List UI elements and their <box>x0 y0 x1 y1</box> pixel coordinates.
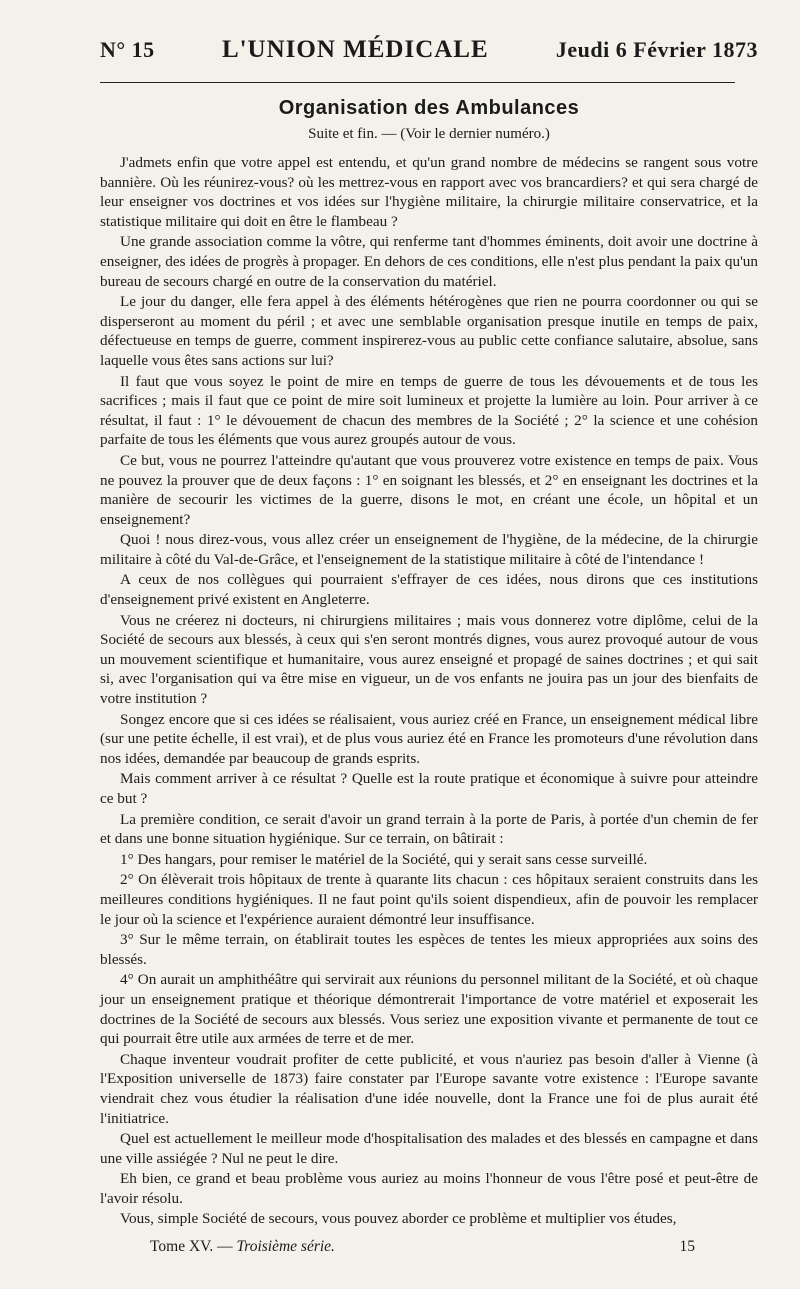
page-footer <box>150 1238 695 1256</box>
volume-label: Tome XV. — <box>150 1238 233 1255</box>
article-title: Organisation des Ambulances <box>278 97 580 119</box>
article-paragraph: Vous, simple Société de secours, vous pouvez aborder ce problème et multiplier vos études, <box>120 1210 677 1228</box>
issue-date: Jeudi 6 Février 1873 <box>555 37 758 62</box>
article-paragraph: A ceux de nos collègues qui pourraient s'effrayer de ces idées, nous dirons que ces institutions d'enseignement privé existent en Angleterre. <box>100 571 758 609</box>
article-paragraph: Quel est actuellement le meilleur mode d'hospitalisation des malades et des blessés en campagne et dans une ville assiégée ? Nul ne peut le dire. <box>100 1130 758 1167</box>
issue-number: N° 15 <box>100 37 155 62</box>
article-paragraph: Il faut que vous soyez le point de mire en temps de guerre de tous les dévouements et de tous les sacrifices ; mais il faut que ce point de mire soit lumineux et projette la lumière au loin. Pour arriver à ce résultat, il faut : 1° le dévouement de chacun des membres de la Société ; 2° la science et une cohésion parfaite de tous les éléments que vous aurez groupés autour de vous. <box>100 372 758 449</box>
article-paragraph: Eh bien, ce grand et beau problème vous auriez au moins l'honneur de vous l'être posé et peut-être de l'avoir résolu. <box>100 1170 758 1207</box>
article-paragraph: 1° Des hangars, pour remiser le matériel de la Société, qui y serait sans cesse surveillé. <box>120 850 648 868</box>
article-paragraph: Quoi ! nous direz-vous, vous allez créer un enseignement de l'hygiène, de la médecine, de la chirurgie militaire à côté du Val-de-Grâce, et l'enseignement de la statistique militaire à côté de l'intendance ! <box>100 531 758 568</box>
article-paragraph: Chaque inventeur voudrait profiter de cette publicité, et vous n'auriez pas besoin d'aller à Vienne (à l'Exposition universelle de 1873) faire constater par l'Europe savante votre existence : l'Europe savante viendrait chez vous étudier la réalisation d'une idée nouvelle, dont la France une foi de plus aurait été l'initiatrice. <box>100 1050 758 1127</box>
journal-title: L'UNION MÉDICALE <box>221 36 489 63</box>
series-label: Troisième série. <box>236 1238 335 1255</box>
article-paragraph: 2° On élèverait trois hôpitaux de trente à quarante lits chacun : ces hôpitaux seraient construits dans les meilleures conditions hygiéniques. Il ne faut point qu'ils soient dispendieux, afin de pouvoir les remplacer le jour où la science et l'expérience auraient démontré leur insuffisance. <box>100 871 758 928</box>
article-paragraph: Le jour du danger, elle fera appel à des éléments hétérogènes que rien ne pourra coordonner ou qui se disperseront au moment du péril ; et avec une semblable organisation presque inutile en temps de paix, défectueuse en temps de guerre, comment inspirerez-vous au public cette confiance salutaire, absolue, sans laquelle vous êtes sans actions sur lui? <box>100 293 758 369</box>
article-paragraph: Ce but, vous ne pourrez l'atteindre qu'autant que vous prouverez votre existence en temps de paix. Vous ne pouvez la prouver que de deux façons : 1° en soignant les blessés, et 2° en enseignant les doctrines et la manière de secourir les victimes de la guerre, disons le mot, en créant une école, un hôpital et un enseignement? <box>100 451 758 528</box>
article-subtitle: Suite et fin. — (Voir le dernier numéro.) <box>308 126 550 142</box>
article-paragraph: Songez encore que si ces idées se réalisaient, vous auriez créé en France, un enseignement médical libre (sur une petite échelle, il est vrai), et de plus vous auriez été en France les promoteurs d'une révolution dans nos idées, demandée par beaucoup de grands esprits. <box>100 710 758 767</box>
page-number: 15 <box>679 1238 695 1255</box>
article-paragraph: Une grande association comme la vôtre, qui renferme tant d'hommes éminents, doit avoir une doctrine à enseigner, des idées de progrès à propager. En dehors de ces conditions, elle n'est plus pendant la paix qu'un bureau de secours chargé en outre de la conservation du matériel. <box>100 233 758 290</box>
article-paragraph: J'admets enfin que votre appel est entendu, et qu'un grand nombre de médecins se rangent sous votre bannière. Où les réunirez-vous? où les mettrez-vous en rapport avec vos brancardiers? et qui sera chargé de leur enseigner vos doctrines et vos idées sur l'hygiène militaire, la chirurgie militaire conservatrice, et la statistique militaire qui doit en être le flambeau ? <box>100 154 758 230</box>
article-paragraph: 4° On aurait un amphithéâtre qui servirait aux réunions du personnel militant de la Société, et où chaque jour un enseignement pratique et théorique démontrerait l'importance de votre matériel et exposerait les doctrines de la Société de secours aux blessés. Vous seriez une exposition vivante et permanente de tout ce qui pourrait être utile aux armées de terre et de mer. <box>100 971 758 1048</box>
header-rule <box>100 82 735 83</box>
article-body <box>100 153 758 1229</box>
article-paragraph: Vous ne créerez ni docteurs, ni chirurgiens militaires ; mais vous donnerez votre diplôme, celui de la Société de secours aux blessés, à ceux qui s'en seront montrés dignes, vous aurez provoqué autour de vous un mouvement scientifique et humanitaire, vous aurez enseigné et propagé de saines doctrines ; et qui sait si, avec l'organisation qui va être mise en vigueur, un de vos enfants ne jouira pas un jour des bienfaits de votre institution ? <box>100 611 758 708</box>
page-header <box>100 36 758 72</box>
article-paragraph: La première condition, ce serait d'avoir un grand terrain à la porte de Paris, à portée d'un chemin de fer et dans une bonne situation hygiénique. Sur ce terrain, on bâtirait : <box>100 810 758 848</box>
article-paragraph: 3° Sur le même terrain, on établirait toutes les espèces de tentes les mieux appropriées aux soins des blessés. <box>100 931 758 968</box>
article-paragraph: Mais comment arriver à ce résultat ? Quelle est la route pratique et économique à suivre pour atteindre ce but ? <box>100 770 758 807</box>
